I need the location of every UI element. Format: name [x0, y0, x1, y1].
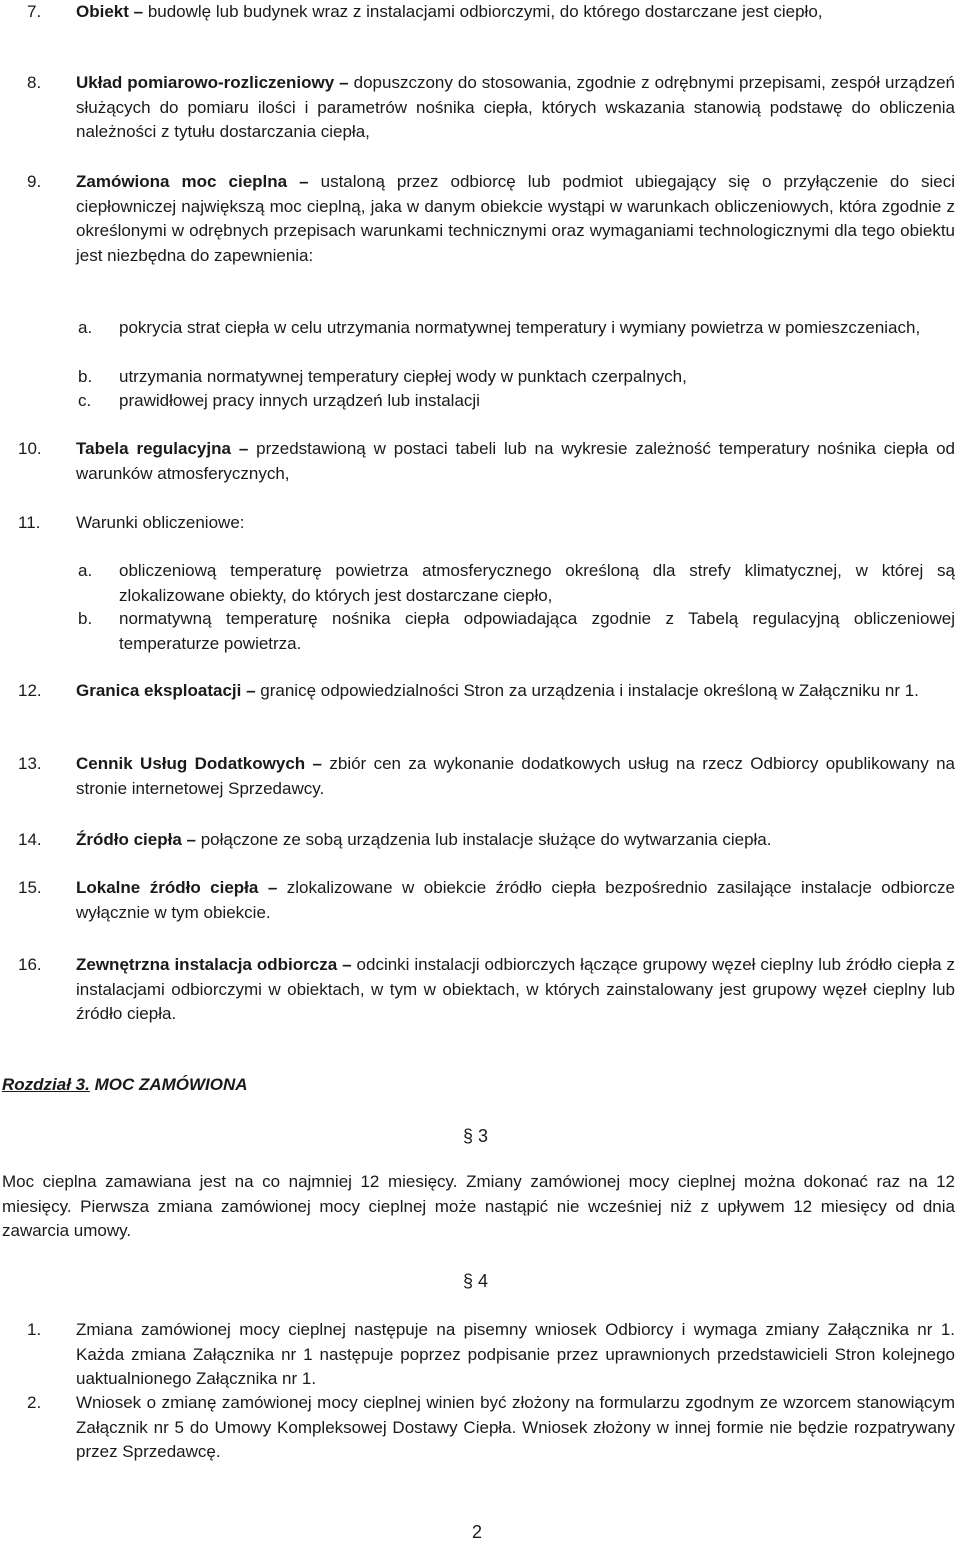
item-number: 11.: [18, 513, 41, 532]
section-4-item-1: [0, 1318, 955, 1392]
definition-body: :: [239, 513, 245, 532]
sub-item-text: prawidłowej pracy innych urządzeń lub instalacji: [119, 391, 480, 410]
sub-item-letter: b.: [78, 609, 93, 628]
term-dash: –: [337, 955, 357, 974]
definition-item-9: [0, 170, 955, 268]
definition-text: [76, 0, 955, 25]
section-sign-4: § 4: [463, 1271, 489, 1291]
definition-body: ustaloną przez odbiorcę lub podmiot ubiegający się o przyłączenie do sieci ciepłowniczej największą moc cieplną, jaka w danym obiekcie wystąpi w warunkach obliczeniowych, która zgodnie z określonymi w odrębnych przepisach warunkami technicznymi oraz wymaganiami technologicznymi dla tego obiektu jest niezbędna do zapewnienia:: [76, 172, 955, 265]
item-number: 2.: [27, 1393, 42, 1412]
section-3-paragraph: Moc cieplna zamawiana jest na co najmniej 12 miesięcy. Zmiany zamówionej mocy cieplnej można dokonać raz na 12 miesięcy. Pierwsza zmiana zamówionej mocy cieplnej może nastąpić nie wcześniej niż z upływem 12 miesięcy od dnia zawarcia umowy.: [2, 1172, 955, 1240]
sub-item-9c: [0, 389, 955, 414]
item-number: 1.: [27, 1320, 42, 1339]
chapter-heading: [2, 1073, 248, 1098]
definition-item-13: [0, 752, 955, 801]
term-dash: –: [305, 754, 330, 773]
sub-item-text: normatywną temperaturę nośnika ciepła odpowiadająca zgodnie z Tabelą regulacyjną obliczeniowej temperaturze powietrza.: [119, 609, 955, 653]
term-dash: –: [334, 73, 354, 92]
defined-term: Zamówiona moc cieplna: [76, 172, 288, 191]
section-sign-3: § 3: [463, 1126, 489, 1146]
definition-body: zlokalizowane w obiekcie źródło ciepła bezpośrednio zasilające instalacje odbiorcze wyłącznie w tym obiekcie.: [76, 878, 955, 922]
definition-item-16: [0, 953, 955, 1027]
definition-text: [76, 828, 955, 853]
defined-term: Cennik Usług Dodatkowych: [76, 754, 306, 773]
sub-item-text: obliczeniową temperaturę powietrza atmosferycznego określoną dla strefy klimatycznej, w której są zlokalizowane obiekty, do których jest dostarczane ciepło,: [119, 561, 955, 605]
sub-item-letter: b.: [78, 367, 93, 386]
item-number: 10.: [18, 439, 42, 458]
sub-item-9a: [0, 316, 955, 341]
item-text: Zmiana zamówionej mocy cieplnej następuje na pisemny wniosek Odbiorcy i wymaga zmiany Załącznika nr 1. Każda zmiana Załącznika nr 1 następuje poprzez podpisanie przez uprawnionych przedstawicieli Stron kolejnego uaktualnionego Załącznika nr 1.: [76, 1320, 955, 1388]
defined-term: Układ pomiarowo-rozliczeniowy: [76, 73, 335, 92]
definition-item-11: [0, 511, 955, 536]
item-number: 14.: [18, 830, 42, 849]
sub-item-letter: a.: [78, 561, 93, 580]
item-number: 7.: [27, 2, 42, 21]
definition-body: odcinki instalacji odbiorczych łączące grupowy węzeł cieplny lub źródło ciepła z instalacjami odbiorczymi w obiektach, w tym w obiektach, w których zainstalowany jest grupowy węzeł cieplny lub źródło ciepła.: [76, 955, 955, 1023]
definition-item-15: [0, 876, 955, 925]
definition-body: przedstawioną w postaci tabeli lub na wykresie zależność temperatury nośnika ciepła od warunków atmosferycznych,: [76, 439, 955, 483]
sub-item-text: pokrycia strat ciepła w celu utrzymania normatywnej temperatury i wymiany powietrza w pomieszczeniach,: [119, 318, 921, 337]
term-dash: –: [287, 172, 321, 191]
definition-text: [76, 679, 955, 704]
sub-item-letter: c.: [78, 391, 92, 410]
defined-term: Obiekt: [76, 2, 129, 21]
definition-text: [76, 71, 955, 145]
section-4-item-2: [0, 1391, 955, 1465]
page-number: 2: [472, 1522, 483, 1542]
defined-term: Granica eksploatacji: [76, 681, 242, 700]
item-number: 15.: [18, 878, 42, 897]
definition-item-8: [0, 71, 955, 145]
defined-term: Tabela regulacyjna: [76, 439, 231, 458]
definition-text: [76, 752, 955, 801]
definition-item-14: [0, 828, 955, 853]
item-number: 9.: [27, 172, 42, 191]
chapter-label: Rozdział 3.: [2, 1075, 90, 1094]
defined-term: Warunki obliczeniowe: [76, 513, 240, 532]
term-dash: –: [181, 830, 201, 849]
sub-item-11b: [0, 607, 955, 656]
definition-body: granicę odpowiedzialności Stron za urządzenia i instalacje określoną w Załączniku nr 1.: [260, 681, 919, 700]
definition-body: zbiór cen za wykonanie dodatkowych usług na rzecz Odbiorcy opublikowany na stronie internetowej Sprzedawcy.: [76, 754, 955, 798]
term-dash: –: [128, 2, 148, 21]
item-number: 16.: [18, 955, 42, 974]
definition-body: budowlę lub budynek wraz z instalacjami odbiorczymi, do którego dostarczane jest ciepło,: [147, 2, 823, 21]
definition-text: [76, 876, 955, 925]
definition-item-7: [0, 0, 955, 25]
definition-text: [76, 511, 955, 536]
item-text: Wniosek o zmianę zamówionej mocy cieplnej winien być złożony na formularzu zgodnym ze wzorcem stanowiącym Załącznik nr 5 do Umowy Kompleksowej Dostawy Ciepła. Wniosek złożony w innej formie nie będzie rozpatrywany przez Sprzedawcę.: [76, 1393, 955, 1461]
chapter-title: MOC ZAMÓWIONA: [89, 1075, 248, 1094]
definition-text: [76, 437, 955, 486]
term-dash: –: [241, 681, 261, 700]
term-dash: –: [230, 439, 257, 458]
sub-item-letter: a.: [78, 318, 93, 337]
definition-text: [76, 953, 955, 1027]
item-number: 8.: [27, 73, 42, 92]
defined-term: Lokalne źródło ciepła: [76, 878, 259, 897]
definition-item-12: [0, 679, 955, 704]
definition-body: dopuszczony do stosowania, zgodnie z odrębnymi przepisami, zespół urządzeń służących do pomiaru ilości i parametrów nośnika ciepła, których wskazania stanowią podstawę do obliczenia należności z tytułu dostarczania ciepła,: [76, 73, 955, 141]
defined-term: Zewnętrzna instalacja odbiorcza: [76, 955, 338, 974]
sub-item-9b: [0, 365, 955, 390]
item-number: 12.: [18, 681, 42, 700]
sub-item-11a: [0, 559, 955, 608]
defined-term: Źródło ciepła: [76, 830, 182, 849]
item-number: 13.: [18, 754, 42, 773]
term-dash: –: [258, 878, 287, 897]
definition-item-10: [0, 437, 955, 486]
definition-text: [76, 170, 955, 268]
definition-body: połączone ze sobą urządzenia lub instalacje służące do wytwarzania ciepła.: [200, 830, 772, 849]
sub-item-text: utrzymania normatywnej temperatury ciepłej wody w punktach czerpalnych,: [119, 367, 687, 386]
